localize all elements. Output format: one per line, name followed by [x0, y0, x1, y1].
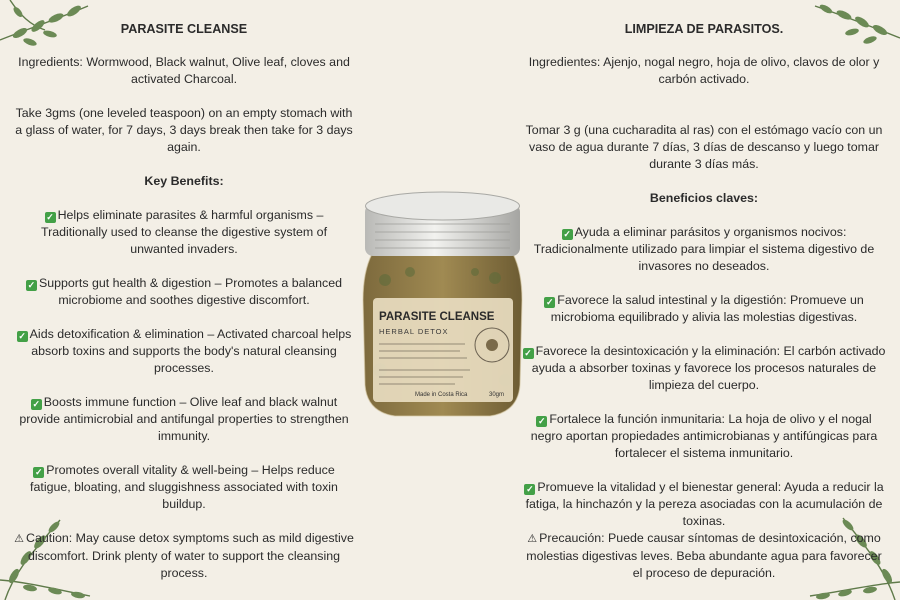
benefit-text: Favorece la salud intestinal y la digestión: Promueve un microbioma equilibrado y alivia las molestias digestivas.	[550, 293, 864, 324]
english-ingredients: Ingredients: Wormwood, Black walnut, Olive leaf, cloves and activated Charcoal.	[18, 55, 350, 86]
check-mark-icon: ✓	[524, 348, 532, 358]
english-dosage: Take 3gms (one leveled teaspoon) on an empty stomach with a glass of water, for 7 days, 3 days break then take for 3 days again.	[15, 106, 353, 154]
jar-label-title: PARASITE CLEANSE	[379, 311, 495, 323]
check-mark-icon: ✓	[538, 416, 546, 426]
benefit-item	[520, 224, 888, 275]
benefit-item	[520, 292, 888, 326]
check-mark-icon: ✓	[34, 467, 43, 477]
benefit-text: Favorece la desintoxicación y la eliminación: El carbón activado ayuda a absorber toxinas y favorece los procesos naturales de limpieza del cuerpo.	[531, 344, 886, 392]
check-mark-icon: ✓	[563, 229, 571, 239]
check-mark-icon: ✓	[46, 212, 54, 222]
benefit-text: Fortalece la función inmunitaria: La hoja de olivo y el nogal negro aportan propiedades antimicrobianas y antifúngicas para fortalecer el sistema inmunitario.	[530, 412, 878, 460]
benefit-item	[14, 275, 354, 309]
caution-text: Caution: May cause detox symptoms such as mild digestive discomfort. Drink plenty of water to support the cleansing process.	[26, 531, 354, 580]
spanish-title: LIMPIEZA DE PARASITOS.	[624, 22, 784, 36]
benefit-text: Supports gut health & digestion – Promotes a balanced microbiome and soothes digestive discomfort.	[38, 276, 343, 307]
benefit-item	[520, 411, 888, 462]
check-mark-icon: ✓	[18, 331, 26, 341]
spanish-dosage: Tomar 3 g (una cucharadita al ras) con el estómago vacío con un vaso de agua durante 7 días, 3 días de descanso y luego tomar durante 3 días más.	[525, 123, 883, 171]
product-jar-image	[355, 180, 530, 425]
spanish-ingredients: Ingredientes: Ajenjo, nogal negro, hoja de olivo, clavos de olor y carbón activado.	[528, 55, 880, 86]
check-mark-icon: ✓	[545, 297, 554, 307]
benefit-item	[14, 462, 354, 513]
benefit-text: Promotes overall vitality & well-being – Helps reduce fatigue, bloating, and sluggishness associated with toxin buildup.	[30, 463, 338, 511]
benefit-text: Boosts immune function – Olive leaf and black walnut provide antimicrobial and antifungal properties to strengthen immunity.	[19, 395, 349, 443]
benefit-item	[520, 343, 888, 394]
benefit-text: Promueve la vitalidad y el bienestar general: Ayuda a reducir la fatiga, la hinchazón y la pereza asociadas con la acumulación de toxinas.	[525, 480, 884, 528]
benefit-text: Aids detoxification & elimination – Activated charcoal helps absorb toxins and supports the body's natural cleansing processes.	[29, 327, 352, 375]
check-mark-icon: ✓	[32, 399, 41, 409]
check-mark-icon: ✓	[27, 280, 36, 290]
warning-triangle-icon: ⚠	[14, 533, 25, 545]
benefit-item	[520, 479, 888, 530]
warning-triangle-icon: ⚠	[527, 533, 538, 545]
benefit-item	[14, 394, 354, 445]
spanish-benefits-heading: Beneficios claves:	[649, 191, 759, 205]
benefit-text: Ayuda a eliminar parásitos y organismos nocivos: Tradicionalmente utilizado para limpiar el sistema digestivo de invasores no deseados.	[533, 225, 875, 273]
english-column	[14, 0, 354, 582]
english-caution	[14, 530, 354, 582]
jar-origin: Made in Costa Rica	[415, 392, 468, 398]
spanish-column	[520, 0, 888, 582]
english-title: PARASITE CLEANSE	[120, 22, 248, 36]
english-benefits-heading: Key Benefits:	[144, 174, 224, 188]
check-mark-icon: ✓	[526, 484, 534, 494]
jar-weight: 30gm	[489, 392, 505, 398]
jar-label-subtitle: HERBAL DETOX	[379, 327, 449, 336]
benefit-item	[14, 207, 354, 258]
benefit-item	[14, 326, 354, 377]
caution-text: Precaución: Puede causar síntomas de desintoxicación, como molestias digestivas leves. Beba abundante agua para favorecer el proceso de depuración.	[526, 531, 882, 580]
spanish-caution	[520, 530, 888, 582]
benefit-text: Helps eliminate parasites & harmful organisms – Traditionally used to cleanse the digestive system of unwanted invaders.	[40, 208, 328, 256]
